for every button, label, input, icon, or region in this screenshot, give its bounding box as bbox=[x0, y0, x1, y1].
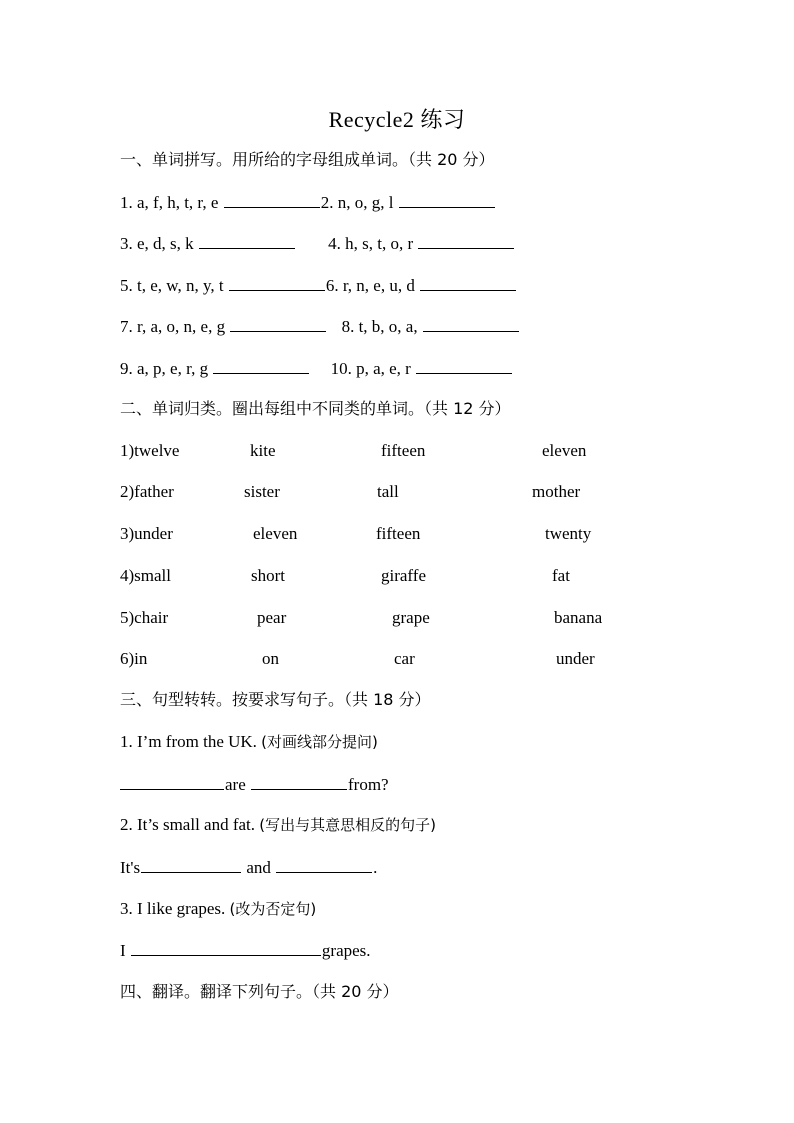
classify-row-4 bbox=[120, 564, 680, 588]
spelling-item-4: 4. h, s, t, o, r bbox=[328, 234, 414, 253]
classify-label: 4)small bbox=[120, 566, 171, 585]
classify-row-6 bbox=[120, 647, 680, 671]
spelling-row-4 bbox=[120, 314, 520, 338]
word-option[interactable]: banana bbox=[554, 608, 603, 627]
answer-text: It's bbox=[120, 858, 141, 877]
answer-text: I bbox=[120, 941, 126, 960]
classify-row-3 bbox=[120, 522, 680, 546]
answer-text: from? bbox=[348, 775, 389, 794]
spelling-item-8: 8. t, b, o, a, bbox=[341, 317, 418, 336]
classify-label: 3)under bbox=[120, 524, 173, 543]
word-option[interactable]: twenty bbox=[545, 524, 592, 543]
spelling-item-1: 1. a, f, h, t, r, e bbox=[120, 193, 219, 212]
answer-text: and bbox=[246, 858, 271, 877]
question-instruction: (写出与其意思相反的句子) bbox=[259, 816, 436, 834]
word-option[interactable]: car bbox=[394, 649, 415, 668]
word-option[interactable]: eleven bbox=[542, 441, 587, 460]
word-option[interactable]: eleven bbox=[253, 524, 298, 543]
word-option[interactable]: mother bbox=[532, 482, 581, 501]
word-option[interactable]: short bbox=[251, 566, 285, 585]
classify-row-5 bbox=[120, 606, 680, 630]
spelling-row-5 bbox=[120, 356, 513, 380]
word-option[interactable]: kite bbox=[250, 441, 276, 460]
answer-blank[interactable] bbox=[229, 273, 325, 291]
word-option[interactable]: under bbox=[556, 649, 595, 668]
answer-blank[interactable] bbox=[420, 273, 516, 291]
answer-text: . bbox=[373, 858, 378, 877]
spelling-item-3: 3. e, d, s, k bbox=[120, 234, 194, 253]
answer-blank[interactable] bbox=[399, 190, 495, 208]
spelling-item-5: 5. t, e, w, n, y, t bbox=[120, 276, 224, 295]
sentence-question-2 bbox=[120, 813, 436, 837]
word-option[interactable]: on bbox=[262, 649, 279, 668]
section2-heading: 二、单词归类。圈出每组中不同类的单词。（共 12 分） bbox=[120, 399, 511, 418]
answer-blank[interactable] bbox=[131, 938, 321, 956]
classify-label: 6)in bbox=[120, 649, 148, 668]
word-option[interactable]: grape bbox=[392, 608, 430, 627]
sentence-answer-3 bbox=[120, 938, 371, 962]
spelling-row-3 bbox=[120, 273, 517, 297]
classify-label: 5)chair bbox=[120, 608, 169, 627]
section3-heading: 三、句型转转。按要求写句子。（共 18 分） bbox=[120, 690, 431, 709]
answer-blank[interactable] bbox=[199, 231, 295, 249]
classify-label: 2)father bbox=[120, 482, 174, 501]
answer-blank[interactable] bbox=[213, 356, 309, 374]
section1-heading: 一、单词拼写。用所给的字母组成单词。（共 20 分） bbox=[120, 150, 495, 169]
question-instruction: (对画线部分提问) bbox=[261, 733, 378, 751]
classify-label: 1)twelve bbox=[120, 441, 180, 460]
answer-blank[interactable] bbox=[141, 855, 241, 873]
classify-row-1 bbox=[120, 439, 680, 463]
question-instruction: (改为否定句) bbox=[229, 900, 317, 918]
word-option[interactable]: fat bbox=[552, 566, 570, 585]
word-option[interactable]: giraffe bbox=[381, 566, 426, 585]
sentence-answer-2 bbox=[120, 855, 377, 879]
spelling-item-7: 7. r, a, o, n, e, g bbox=[120, 317, 226, 336]
answer-blank[interactable] bbox=[418, 231, 514, 249]
answer-blank[interactable] bbox=[251, 772, 347, 790]
word-option[interactable]: pear bbox=[257, 608, 287, 627]
sentence-answer-1 bbox=[120, 772, 389, 796]
answer-blank[interactable] bbox=[416, 356, 512, 374]
word-option[interactable]: tall bbox=[377, 482, 399, 501]
answer-blank[interactable] bbox=[224, 190, 320, 208]
spelling-item-6: 6. r, n, e, u, d bbox=[325, 276, 415, 295]
question-text: 3. I like grapes. bbox=[120, 899, 230, 918]
question-text: 1. I’m from the UK. bbox=[120, 732, 262, 751]
sentence-question-1 bbox=[120, 730, 378, 754]
spelling-row-2 bbox=[120, 231, 515, 255]
question-text: 2. It’s small and fat. bbox=[120, 815, 260, 834]
spelling-item-2: 2. n, o, g, l bbox=[320, 193, 394, 212]
section4-heading: 四、翻译。翻译下列句子。（共 20 分） bbox=[120, 982, 399, 1001]
answer-blank[interactable] bbox=[120, 772, 224, 790]
spelling-item-10: 10. p, a, e, r bbox=[330, 359, 411, 378]
classify-row-2 bbox=[120, 480, 680, 504]
word-option[interactable]: fifteen bbox=[376, 524, 421, 543]
spelling-item-9: 9. a, p, e, r, g bbox=[120, 359, 209, 378]
word-option[interactable]: fifteen bbox=[381, 441, 426, 460]
word-option[interactable]: sister bbox=[244, 482, 280, 501]
answer-text: are bbox=[225, 775, 246, 794]
answer-text: grapes. bbox=[321, 941, 371, 960]
answer-blank[interactable] bbox=[423, 314, 519, 332]
spelling-row-1 bbox=[120, 190, 496, 214]
answer-blank[interactable] bbox=[276, 855, 372, 873]
sentence-question-3 bbox=[120, 897, 316, 921]
answer-blank[interactable] bbox=[230, 314, 326, 332]
page-title: Recycle2 练习 bbox=[328, 107, 466, 132]
